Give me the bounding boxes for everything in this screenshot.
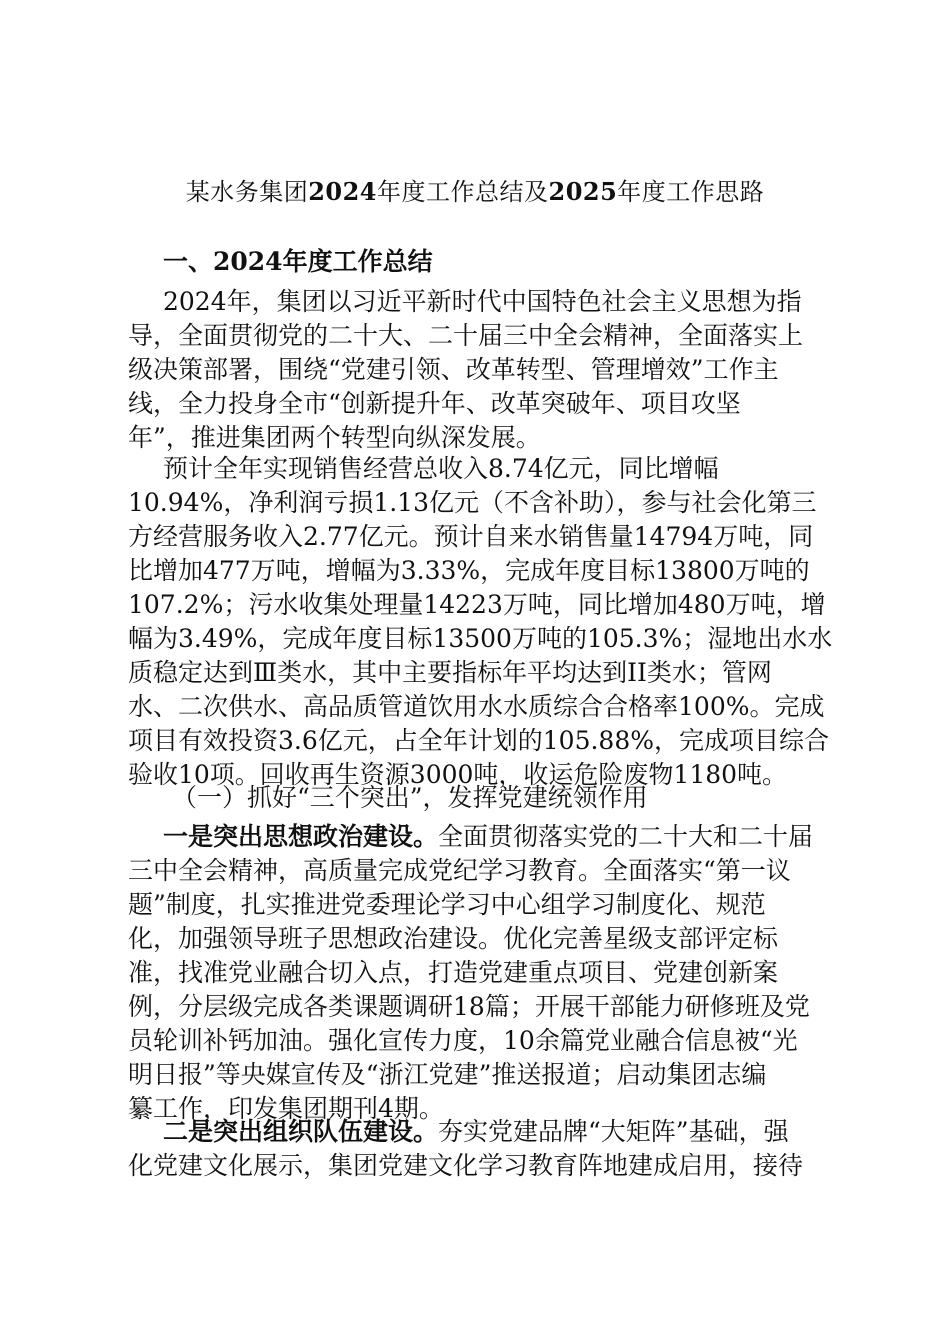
text-line-rest: 夯实党建品牌“大矩阵”基础，强	[438, 1117, 789, 1146]
text-line: 质稳定达到Ⅲ类水，其中主要指标年平均达到II类水；管网	[128, 658, 772, 687]
paragraph-overview	[128, 285, 838, 455]
text-line	[128, 1115, 838, 1149]
subsection-heading-party-building: （一）抓好“三个突出”，发挥党建统领作用	[172, 783, 648, 812]
paragraph-lead: 一是突出思想政治建设。	[163, 822, 439, 851]
title-year-2024: 2024	[308, 177, 377, 206]
text-line: 准，找准党业融合切入点，打造党建重点项目、党建创新案	[128, 958, 779, 987]
paragraph-political-construction	[128, 820, 838, 1126]
section-heading-2024-summary: 一、2024年度工作总结	[163, 247, 433, 276]
paragraph-organization-construction	[128, 1115, 838, 1183]
text-line: 级决策部署，围绕“党建引领、改革转型、管理增效”工作主	[128, 355, 779, 384]
title-year-2025: 2025	[548, 177, 618, 206]
text-line: 10.94%，净利润亏损1.13亿元（不含补助），参与社会化第三	[128, 488, 817, 517]
text-line: 比增加477万吨，增幅为3.33%，完成年度目标13800万吨的	[128, 556, 810, 585]
text-line: 幅为3.49%，完成年度目标13500万吨的105.3%；湿地出水水	[128, 624, 833, 653]
text-line: 项目有效投资3.6亿元，占全年计划的105.88%，完成项目综合	[128, 726, 829, 755]
title-text-2: 年度工作总结及	[377, 178, 549, 206]
text-line: 水、二次供水、高品质管道饮用水水质综合合格率100%。完成	[128, 692, 825, 721]
title-text-3: 年度工作思路	[617, 178, 765, 206]
text-line	[128, 820, 838, 854]
text-line: 验收10项。回收再生资源3000吨，收运危险废物1180吨。	[128, 760, 788, 789]
text-line: 导，全面贯彻党的二十大、二十届三中全会精神，全面落实上	[128, 321, 804, 350]
text-line: 明日报”等央媒宣传及“浙江党建”推送报道；启动集团志编	[128, 1060, 767, 1089]
text-line: 三中全会精神，高质量完成党纪学习教育。全面落实“第一议	[128, 856, 791, 885]
paragraph-key-figures	[128, 452, 838, 792]
text-line-rest: 全面贯彻落实党的二十大和二十届	[438, 822, 814, 851]
document-title	[0, 172, 950, 212]
text-line: 107.2%；污水收集处理量14223万吨，同比增加480万吨，增	[128, 590, 826, 619]
text-line: 员轮训补钙加油。强化宣传力度，10余篇党业融合信息被“光	[128, 1026, 798, 1055]
paragraph-lead: 二是突出组织队伍建设。	[163, 1117, 439, 1146]
text-line: 题”制度，扎实推进党委理论学习中心组学习制度化、规范	[128, 890, 766, 919]
text-line: 例，分层级完成各类课题调研18篇；开展干部能力研修班及党	[128, 992, 810, 1021]
text-line: 年”，推进集团两个转型向纵深发展。	[128, 423, 541, 452]
text-line: 线，全力投身全市“创新提升年、改革突破年、项目攻坚	[128, 389, 741, 418]
title-text-1: 某水务集团	[185, 178, 309, 206]
text-line: 纂工作，印发集团期刊4期。	[128, 1094, 444, 1123]
text-line: 方经营服务收入2.77亿元。预计自来水销售量14794万吨，同	[128, 522, 814, 551]
text-line: 2024年，集团以习近平新时代中国特色社会主义思想为指	[163, 287, 802, 316]
text-line: 化，加强领导班子思想政治建设。优化完善星级支部评定标	[128, 924, 779, 953]
text-line: 预计全年实现销售经营总收入8.74亿元，同比增幅	[163, 454, 719, 483]
text-line: 化党建文化展示，集团党建文化学习教育阵地建成启用，接待	[128, 1151, 804, 1180]
